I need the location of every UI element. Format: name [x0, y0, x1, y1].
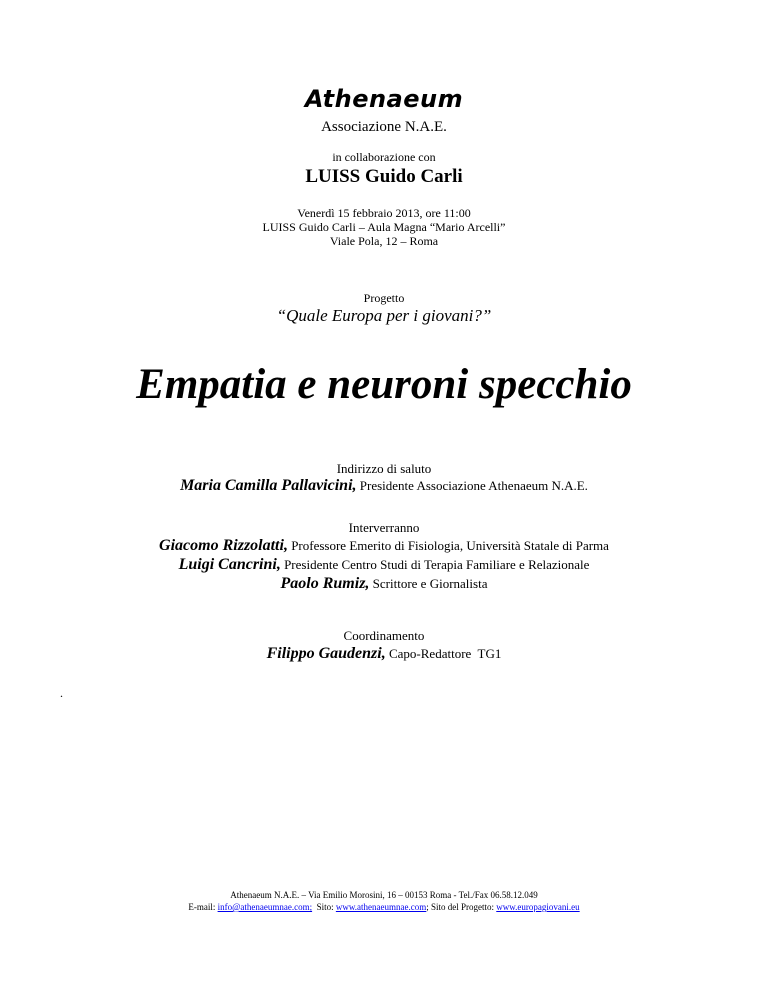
speakers-label: Interverranno: [348, 520, 420, 535]
collaboration-text: in collaborazione con: [332, 150, 436, 164]
speaker-role: Scrittore e Giornalista: [372, 576, 488, 591]
event-venue: LUISS Guido Carli – Aula Magna “Mario Arcelli”: [262, 220, 506, 234]
speaker-name: Luigi Cancrini,: [178, 556, 281, 573]
project-title: “Quale Europa per i giovani?”: [276, 306, 492, 325]
project-site-label: ; Sito del Progetto:: [426, 902, 497, 912]
email-link[interactable]: info@athenaeumnae.com;: [217, 902, 313, 912]
partner-name: LUISS Guido Carli: [305, 166, 463, 187]
greeting-role: Presidente Associazione Athenaeum N.A.E.: [359, 478, 588, 493]
main-title: Empatia e neuroni specchio: [136, 361, 632, 408]
greeting-label: Indirizzo di saluto: [336, 461, 432, 476]
speaker-row: [0, 537, 768, 555]
event-date-time: Venerdì 15 febbraio 2013, ore 11:00: [297, 206, 471, 220]
coordinator-role: Capo-Redattore TG1: [388, 646, 502, 661]
coordination-person: [0, 645, 768, 663]
greeting-person: [0, 477, 768, 495]
speaker-name: Giacomo Rizzolatti,: [159, 537, 288, 554]
project-site-link[interactable]: www.europagiovani.eu: [496, 902, 580, 912]
speaker-row: [0, 556, 768, 574]
footer-address: Athenaeum N.A.E. – Via Emilio Morosini, 16 – 00153 Roma - Tel./Fax 06.58.12.049: [230, 890, 538, 900]
speaker-role: Professore Emerito di Fisiologia, Università Statale di Parma: [291, 538, 609, 553]
speaker-row: [0, 575, 768, 593]
stray-mark: .: [60, 686, 63, 700]
coordination-label: Coordinamento: [343, 628, 425, 643]
speaker-role: Presidente Centro Studi di Terapia Familiare e Relazionale: [284, 557, 590, 572]
project-label: Progetto: [363, 291, 405, 305]
athenaeum-logo: Athenaeum: [304, 85, 464, 113]
email-label: E-mail:: [188, 902, 218, 912]
coordinator-name: Filippo Gaudenzi,: [266, 645, 386, 662]
association-name: Associazione N.A.E.: [321, 119, 447, 135]
greeting-name: Maria Camilla Pallavicini,: [180, 477, 357, 494]
speaker-name: Paolo Rumiz,: [280, 575, 370, 592]
event-address: Viale Pola, 12 – Roma: [329, 234, 439, 248]
footer-contacts: [0, 902, 768, 913]
site-link[interactable]: www.athenaeumnae.com: [335, 902, 427, 912]
site-label: Sito:: [312, 902, 336, 912]
